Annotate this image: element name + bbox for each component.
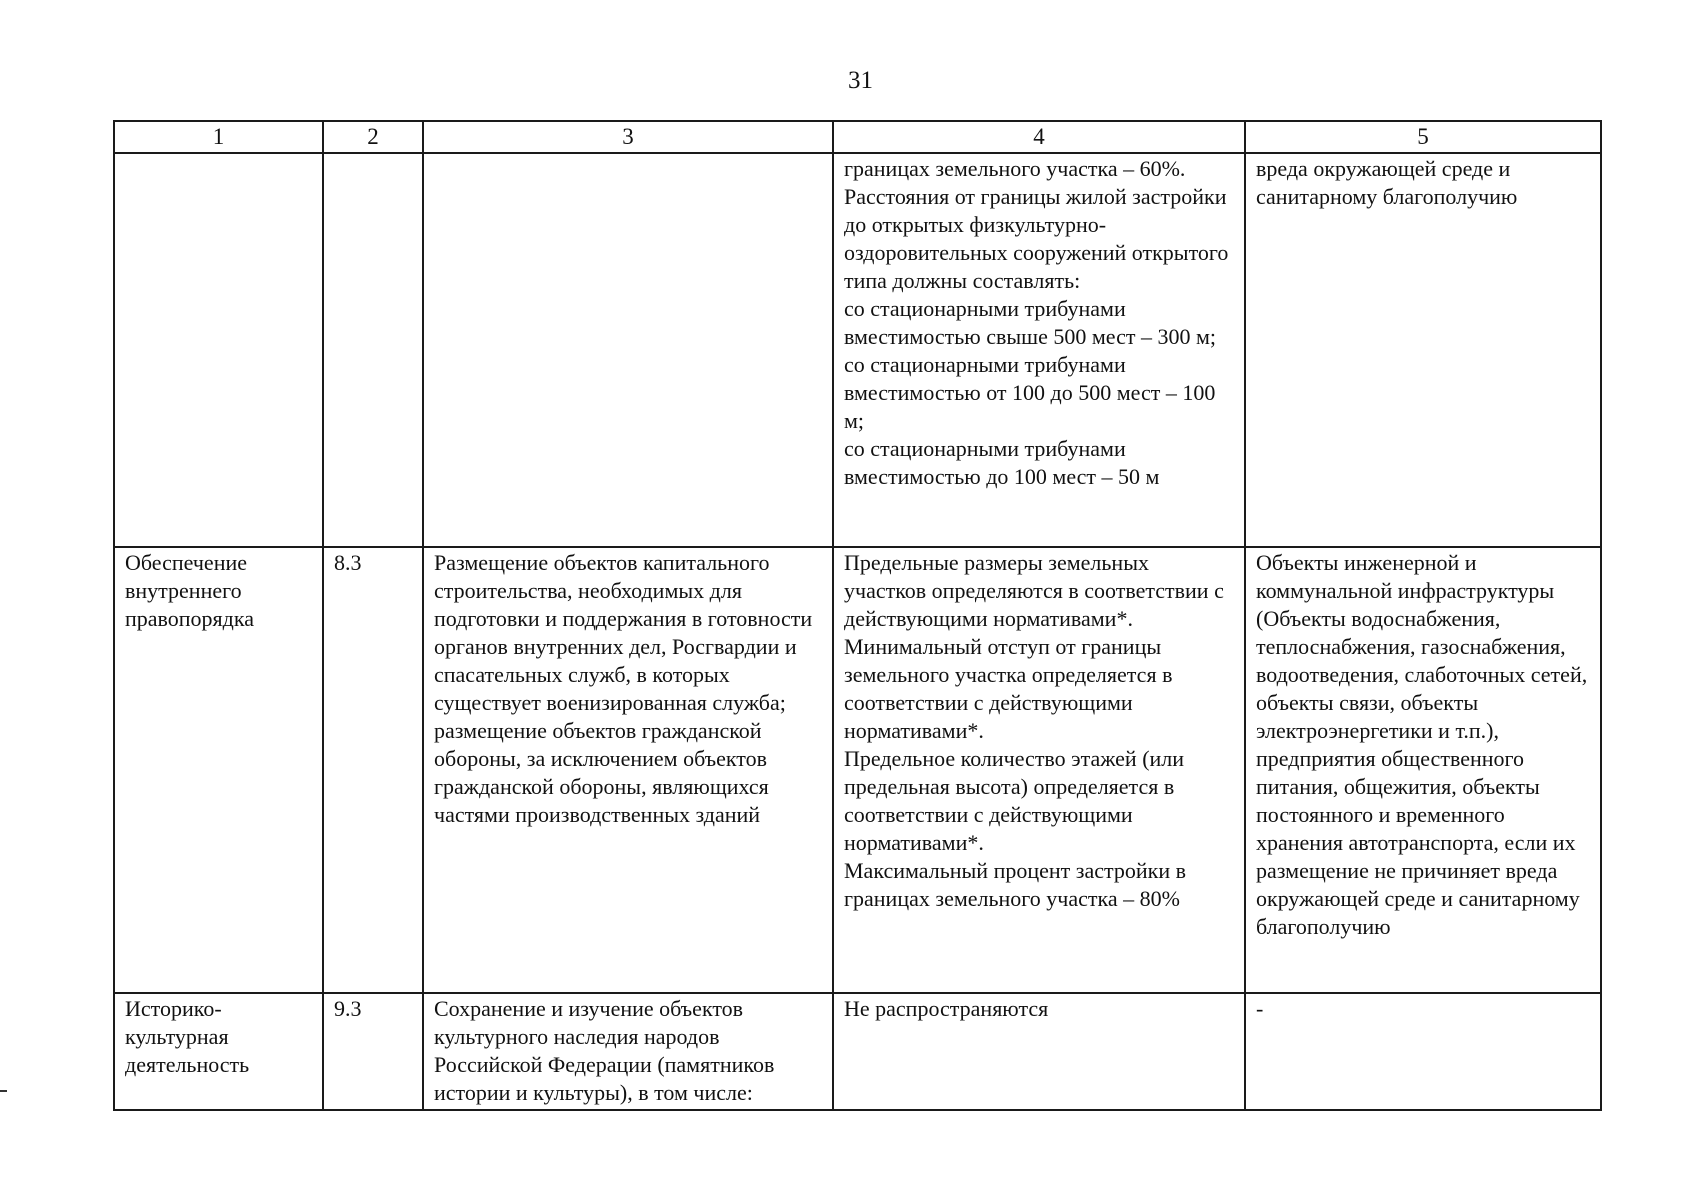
table-row xyxy=(114,993,1601,1110)
auxiliary-uses-cell: Объекты инженерной и коммунальной инфраструктуры (Объекты водоснабжения, теплоснабжения, газоснабжения, водоотведения, слаботочных сетей, объекты связи, объекты электроэнергетики и т.п.), предприятия общественного питания, общежития, объекты постоянного и временного хранения автотранспорта, если их размещение не причиняет вреда окружающей среде и санитарному благополучию xyxy=(1245,547,1601,993)
use-name-cell: Обеспечение внутреннего правопорядка xyxy=(114,547,323,993)
use-code-cell xyxy=(323,153,423,547)
page-number: 31 xyxy=(848,67,873,94)
table-row xyxy=(114,153,1601,547)
parameters-cell: границах земельного участка – 60%. Расстояния от границы жилой застройки до открытых физкультурно-оздоровительных сооружений открытого типа должны составлять: со стационарными трибунами вместимостью свыше 500 мест – 300 м; со стационарными трибунами вместимостью от 100 до 500 мест – 100 м; со стационарными трибунами вместимостью до 100 мест – 50 м xyxy=(833,153,1245,547)
column-header-4: 4 xyxy=(833,121,1245,153)
use-code-cell: 9.3 xyxy=(323,993,423,1110)
column-number-row xyxy=(114,121,1601,153)
auxiliary-uses-cell: - xyxy=(1245,993,1601,1110)
column-header-1: 1 xyxy=(114,121,323,153)
table-row xyxy=(114,547,1601,993)
auxiliary-uses-cell: вреда окружающей среде и санитарному благополучию xyxy=(1245,153,1601,547)
margin-mark xyxy=(0,1090,7,1092)
use-code-cell: 8.3 xyxy=(323,547,423,993)
use-description-cell: Сохранение и изучение объектов культурного наследия народов Российской Федерации (памятников истории и культуры), в том числе: xyxy=(423,993,833,1110)
use-name-cell: Историко-культурная деятельность xyxy=(114,993,323,1110)
column-header-2: 2 xyxy=(323,121,423,153)
use-description-cell xyxy=(423,153,833,547)
use-description-cell: Размещение объектов капитального строительства, необходимых для подготовки и поддержания в готовности органов внутренних дел, Росгвардии и спасательных служб, в которых существует военизированная служба; размещение объектов гражданской обороны, за исключением объектов гражданской обороны, являющихся частями производственных зданий xyxy=(423,547,833,993)
parameters-cell: Не распространяются xyxy=(833,993,1245,1110)
zoning-table xyxy=(113,120,1602,1111)
column-header-5: 5 xyxy=(1245,121,1601,153)
parameters-cell: Предельные размеры земельных участков определяются в соответствии с действующими нормативами*. Минимальный отступ от границы земельного участка определяется в соответствии с действующими нормативами*. Предельное количество этажей (или предельная высота) определяется в соответствии с действующими нормативами*. Максимальный процент застройки в границах земельного участка – 80% xyxy=(833,547,1245,993)
use-name-cell xyxy=(114,153,323,547)
column-header-3: 3 xyxy=(423,121,833,153)
